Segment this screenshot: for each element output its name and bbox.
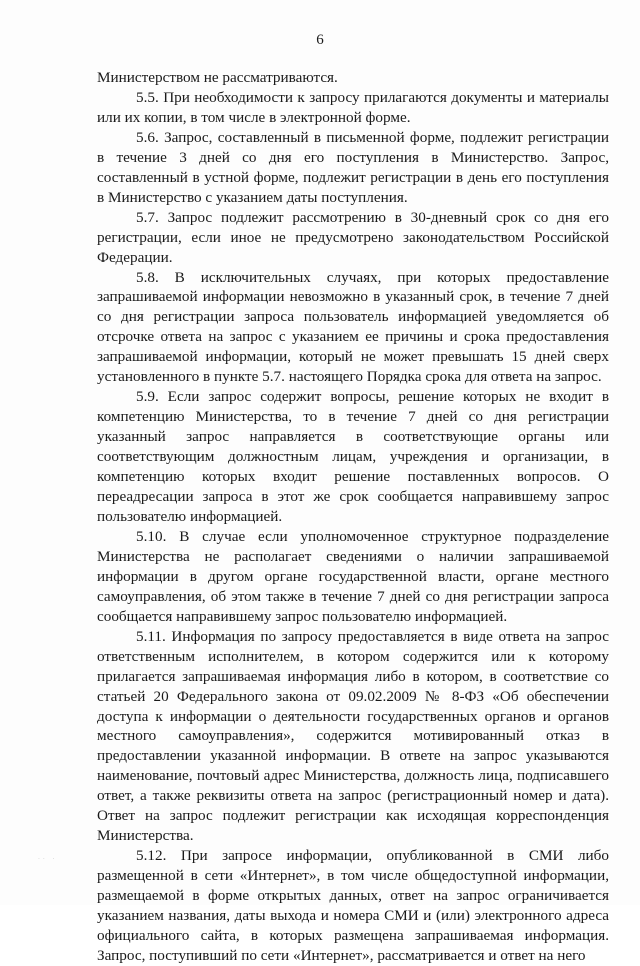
- scan-artifact: ·· ·: [38, 856, 58, 863]
- text-line: пользователю информацией.: [97, 507, 283, 525]
- paragraph: [97, 88, 609, 128]
- text-line: сообщается направившему запрос пользователю информацией.: [97, 607, 508, 625]
- text-line: компетенцию Министерства, то в течение 7 дней со дня регистрации: [97, 408, 609, 426]
- text-line: запрашиваемой информации невозможно в указанный срок, в течение 7 дней: [97, 288, 609, 306]
- text-line: 5.12. При запросе информации, опубликованной в СМИ либо: [136, 847, 609, 865]
- page-number: 6: [316, 32, 324, 48]
- text-line: прилагается запрашиваемая информация либо в котором, в соответствие со: [97, 667, 609, 685]
- text-line: указанием названия, даты выхода и номера СМИ и (или) электронного адреса: [97, 907, 609, 925]
- paragraph: [97, 527, 609, 627]
- text-line: 5.9. Если запрос содержит вопросы, решение которых не входит в: [136, 388, 609, 406]
- text-line: 5.5. При необходимости к запросу прилагаются документы и материалы: [136, 88, 609, 106]
- text-line: переадресации запроса в этот же срок сообщается направившему запрос: [97, 488, 609, 506]
- text-line: 5.10. В случае если уполномоченное структурное подразделение: [136, 527, 609, 545]
- text-line: Министерства.: [97, 827, 194, 845]
- paragraph: [97, 68, 609, 88]
- paragraph: [97, 627, 609, 846]
- text-line: Министерства не располагает сведениями о наличии запрашиваемой: [97, 547, 609, 565]
- paragraph: [97, 387, 609, 527]
- text-line: в устной форме, подлежит регистрации в день его поступления в: [97, 168, 609, 206]
- text-line: компетенцию которых входит решение поставленных вопросов. О: [97, 468, 609, 486]
- text-line: местного самоуправления», содержится мотивированный отказ в: [97, 727, 609, 745]
- text-line: наименование, почтовый адрес Министерства, должность лица, подписавшего: [97, 767, 609, 785]
- document-body: [97, 68, 609, 966]
- text-line: ответственным исполнителем, в котором содержится или к которому: [97, 647, 609, 665]
- text-line: 5.7. Запрос подлежит рассмотрению в 30-дневный срок со дня его: [136, 208, 609, 226]
- text-line: Министерством не рассматриваются.: [97, 69, 338, 86]
- text-line: со дня регистрации запроса пользователь информацией уведомляется об: [97, 308, 609, 326]
- paragraph: [97, 846, 609, 966]
- text-line: размещенной в сети «Интернет», в том числе общедоступной информации,: [97, 867, 609, 885]
- text-line: или их копии, в том числе в электронной форме.: [97, 108, 411, 126]
- text-line: 5.6. Запрос, составленный в письменной форме, подлежит регистрации в: [97, 128, 609, 166]
- text-line: соответствующим должностным лицам, учреждения и организации, в: [97, 448, 609, 466]
- text-line: течение 3 дней со дня его поступления в Министерство. Запрос, составленный: [97, 148, 609, 186]
- text-line: Запрос, поступивший по сети «Интернет», рассматривается и ответ на него: [97, 946, 586, 964]
- text-line: предоставлении указанной информации. В ответе на запрос указываются: [97, 747, 609, 765]
- text-line: указанный запрос направляется в соответствующие органы или: [97, 428, 609, 446]
- text-line: статьей 20 Федерального закона от 09.02.2009 № 8-ФЗ «Об обеспечении: [97, 687, 609, 705]
- paragraph: [97, 208, 609, 268]
- text-line: самоуправления, об этом также в течение 7 дней со дня регистрации запроса: [97, 587, 609, 605]
- text-line: ответ, а также реквизиты ответа на запрос (регистрационный номер и дата).: [97, 787, 609, 805]
- text-line: размещаемой в форме открытых данных, ответ на запрос ограничивается: [97, 887, 609, 905]
- text-line: информации в другом органе государственной власти, органе местного: [97, 567, 609, 585]
- text-line: запрашиваемой информации, который не может превышать 15 дней сверх: [97, 348, 609, 366]
- text-line: установленного в пункте 5.7. настоящего Порядка срока для ответа на запрос.: [97, 368, 602, 386]
- text-line: доступа к информации о деятельности государственных органов и органов: [97, 707, 609, 725]
- text-line: 5.11. Информация по запросу предоставляется в виде ответа на запрос: [136, 627, 609, 645]
- text-line: регистрации, если иное не предусмотрено законодательством Российской: [97, 228, 609, 246]
- text-line: официального сайта, в которых размещена запрашиваемая информация.: [97, 926, 609, 944]
- paragraph: [97, 128, 609, 208]
- text-line: Федерации.: [97, 248, 173, 266]
- text-line: 5.8. В исключительных случаях, при которых предоставление: [136, 268, 609, 286]
- paragraph: [97, 268, 609, 388]
- text-line: Министерство с указанием даты поступления.: [107, 188, 408, 206]
- text-line: Ответ на запрос подлежит регистрации как исходящая корреспонденция: [97, 807, 609, 825]
- text-line: отсрочке ответа на запрос с указанием ее причины и срока предоставления: [97, 328, 609, 346]
